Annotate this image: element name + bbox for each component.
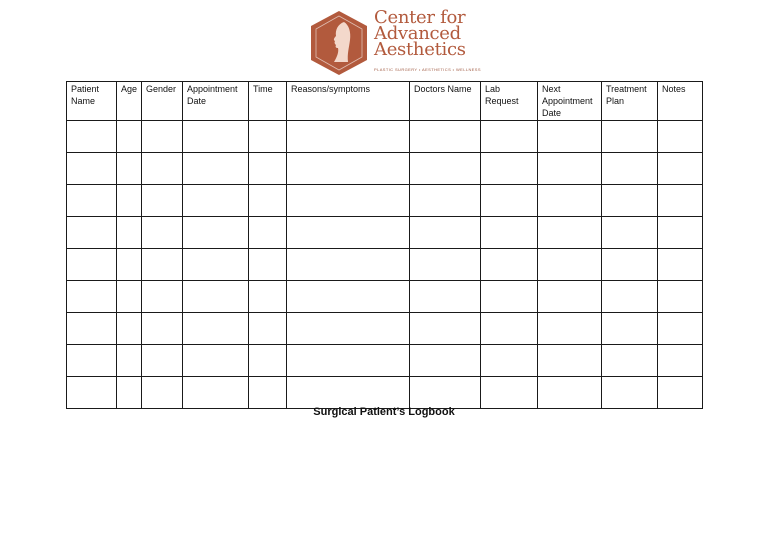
header-lab-request: Lab Request	[481, 82, 538, 121]
logo-tagline: PLASTIC SURGERY • AESTHETICS • WELLNESS	[374, 67, 481, 72]
table-row	[67, 313, 703, 345]
table-cell	[67, 153, 117, 185]
table-cell	[183, 313, 249, 345]
table-cell	[183, 249, 249, 281]
table-cell	[67, 377, 117, 409]
table-cell	[67, 217, 117, 249]
table-cell	[602, 121, 658, 153]
logo-line-2: Advanced	[374, 23, 461, 44]
table-cell	[249, 313, 287, 345]
table-cell	[658, 153, 703, 185]
table-row	[67, 153, 703, 185]
header-doctors-name: Doctors Name	[410, 82, 481, 121]
table-cell	[410, 345, 481, 377]
table-cell	[249, 185, 287, 217]
table-row	[67, 185, 703, 217]
table-cell	[602, 153, 658, 185]
table-cell	[538, 377, 602, 409]
table-cell	[67, 185, 117, 217]
table-cell	[602, 345, 658, 377]
table-cell	[142, 281, 183, 313]
table-cell	[183, 153, 249, 185]
table-cell	[658, 345, 703, 377]
header-reasons-symptoms: Reasons/symptoms	[287, 82, 410, 121]
table-cell	[410, 217, 481, 249]
table-cell	[287, 281, 410, 313]
table-cell	[602, 281, 658, 313]
table-cell	[117, 313, 142, 345]
table-cell	[67, 313, 117, 345]
table-cell	[538, 281, 602, 313]
header-notes: Notes	[658, 82, 703, 121]
table-cell	[658, 185, 703, 217]
table-cell	[287, 121, 410, 153]
table-cell	[142, 345, 183, 377]
table-cell	[142, 185, 183, 217]
table-row	[67, 217, 703, 249]
header-row	[67, 82, 703, 121]
table-cell	[481, 313, 538, 345]
face-profile-emblem-icon	[308, 10, 370, 76]
table-cell	[183, 121, 249, 153]
table-row	[67, 249, 703, 281]
table-cell	[287, 313, 410, 345]
table-cell	[183, 281, 249, 313]
table-cell	[117, 249, 142, 281]
table-cell	[117, 153, 142, 185]
table-cell	[142, 249, 183, 281]
table-cell	[142, 313, 183, 345]
clinic-logo	[308, 7, 481, 76]
table-cell	[67, 121, 117, 153]
table-cell	[117, 185, 142, 217]
table-cell	[481, 377, 538, 409]
table-cell	[142, 121, 183, 153]
table-cell	[538, 345, 602, 377]
table-cell	[538, 153, 602, 185]
header-appointment-date: Appointment Date	[183, 82, 249, 121]
table-cell	[410, 313, 481, 345]
table-cell	[67, 249, 117, 281]
table-cell	[142, 153, 183, 185]
table-cell	[249, 249, 287, 281]
logo-line-3: Aesthetics	[374, 39, 466, 60]
table-cell	[287, 345, 410, 377]
table-cell	[538, 313, 602, 345]
table-cell	[287, 249, 410, 281]
table-cell	[183, 345, 249, 377]
table-cell	[249, 153, 287, 185]
table-row	[67, 281, 703, 313]
table-cell	[287, 185, 410, 217]
table-cell	[67, 281, 117, 313]
table-cell	[658, 377, 703, 409]
table-cell	[249, 281, 287, 313]
table-cell	[183, 377, 249, 409]
table-cell	[481, 153, 538, 185]
table-cell	[410, 185, 481, 217]
table-row	[67, 377, 703, 409]
table-cell	[481, 217, 538, 249]
table-cell	[481, 345, 538, 377]
table-cell	[602, 185, 658, 217]
header-patient-name: Patient Name	[67, 82, 117, 121]
table-cell	[410, 249, 481, 281]
table-cell	[249, 217, 287, 249]
table-cell	[287, 377, 410, 409]
table-cell	[658, 249, 703, 281]
table-cell	[481, 121, 538, 153]
table-cell	[658, 217, 703, 249]
table-cell	[602, 313, 658, 345]
header-gender: Gender	[142, 82, 183, 121]
table-cell	[249, 377, 287, 409]
logo-wordmark	[374, 7, 466, 60]
table-cell	[538, 249, 602, 281]
table-cell	[249, 121, 287, 153]
table-cell	[538, 121, 602, 153]
table-cell	[481, 281, 538, 313]
table-cell	[538, 217, 602, 249]
patient-log-table	[66, 81, 703, 409]
logo-line-1: Center for	[374, 7, 466, 28]
table-cell	[410, 153, 481, 185]
table-cell	[658, 121, 703, 153]
table-cell	[183, 185, 249, 217]
table-row	[67, 121, 703, 153]
table-row	[67, 345, 703, 377]
table-cell	[117, 217, 142, 249]
table-cell	[142, 377, 183, 409]
table-cell	[410, 121, 481, 153]
table-cell	[67, 345, 117, 377]
table-cell	[142, 217, 183, 249]
table-cell	[602, 217, 658, 249]
table-cell	[410, 281, 481, 313]
table-cell	[117, 281, 142, 313]
document-caption: Surgical Patient’s Logbook	[313, 406, 455, 418]
table-cell	[183, 217, 249, 249]
table-cell	[249, 345, 287, 377]
table-cell	[117, 121, 142, 153]
table-cell	[481, 185, 538, 217]
header-treatment-plan: Treatment Plan	[602, 82, 658, 121]
table-cell	[602, 249, 658, 281]
table-cell	[658, 313, 703, 345]
table-cell	[538, 185, 602, 217]
header-next-appointment-date: Next Appointment Date	[538, 82, 602, 121]
table-cell	[287, 217, 410, 249]
table-cell	[410, 377, 481, 409]
table-cell	[287, 153, 410, 185]
table-cell	[658, 281, 703, 313]
table-cell	[117, 377, 142, 409]
table-cell	[481, 249, 538, 281]
table-cell	[117, 345, 142, 377]
log-body	[67, 121, 703, 409]
header-age: Age	[117, 82, 142, 121]
header-time: Time	[249, 82, 287, 121]
table-cell	[602, 377, 658, 409]
